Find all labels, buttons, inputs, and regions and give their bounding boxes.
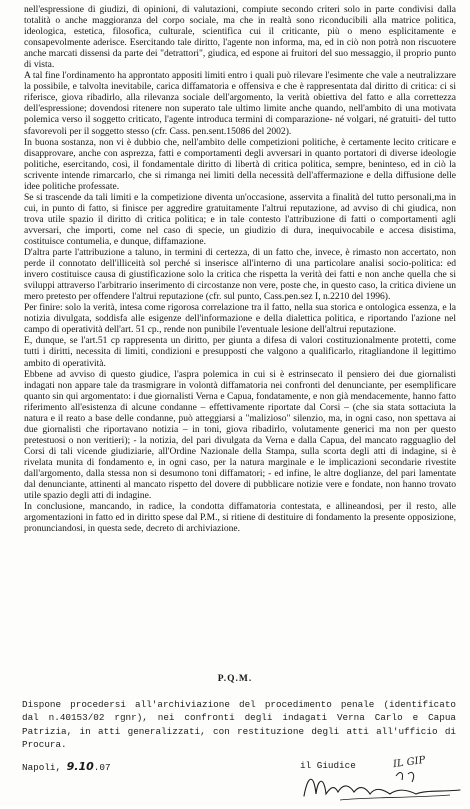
paragraph: E, dunque, se l'art.51 cp rappresenta un diritto, per giunta a difesa di valori costituzionalmente protetti, come tutti i diritti, necessita di limiti, condizioni e presupposti che valgono a qualificarlo, ritagliandone il legittimo ambito di operatività.: [24, 335, 456, 369]
date-line: [22, 760, 111, 773]
paragraph: nell'espressione di giudizi, di opinioni, di valutazioni, compiute secondo criteri solo in parte condivisi dalla totalità o anche maggioranza del corpo sociale, ma che in realtà sono riconducibili alla matrice politica, ideologica, estetica, filosofica, culturale, scientifica cui il criticante, più o meno esplicitamente e consapevolmente aderisce. Esercitando tale diritto, l'agente non informa, ma, ed in ciò non potrà non riscuotere anche marcati dissensi da parte dei "detrattori", giudica, ed espone ai fruitori del suo messaggio, il proprio punto di vista.: [24, 4, 456, 71]
paragraph: In buona sostanza, non vi è dubbio che, nell'ambito delle competizioni politiche, è certamente lecito criticare e disapprovare, anche con asprezza, fatti e comportamenti degli avversari in quanto portatori di diverse ideologie politiche, esercitando, così, il fondamentale diritto di libertà di critica politica, sempre, beninteso, ed in ciò la scrivente intende rimarcarlo, che si rimanga nei limiti della necessità dell'affermazione e della diffusione delle idee politiche professate.: [24, 136, 456, 192]
judge-label: il Giudice: [300, 760, 356, 771]
paragraph: Per finire: solo la verità, intesa come rigorosa correlazione tra il fatto, nella sua storica e ontologica essenza, e la notizia divulgata, soddisfa alle esigenze dell'informazione e della dialettica politica, e riportando l'azione nel campo di operatività dell'art. 51 cp., rende non punibile l'eventuale lesione dell'altrui reputazione.: [24, 302, 456, 336]
document-body: [24, 4, 456, 534]
paragraph: Se si trascende da tali limiti e la competizione diventa un'occasione, asservita a finalità del tutto personali,ma in cui, in punto di fatto, si finisce per aggredire gratuitamente l'altrui reputazione, ad avviso di chi giudica, non trova utile spazio il diritto di critica politica; e in tale contesto l'attribuzione di fatti o comportamenti agli avversari, che importi, come nel caso di specie, un giudizio di dura, inequivocabile e accesa disistima, costituisce contumelia, e dunque, diffamazione.: [24, 191, 456, 247]
date-year: .07: [93, 762, 111, 773]
judge-signature: [300, 764, 468, 804]
signature-scribble: [300, 764, 468, 804]
paragraph: A tal fine l'ordinamento ha approntato appositi limiti entro i quali può rilevare l'esimente che vale a neutralizzare la possibile, e talvolta inevitabile, carica diffamatoria e offensiva e che è rappresentata dal diritto di critica: ci si riferisce, giova ribadirlo, alla rilevanza sociale dell'argomento, la verità obiettiva del fatto e alla correttezza dell'espressione; dovendosi ritenere non superato tale ultimo limite anche quando, nell'ambito di una motivata polemica verso il soggetto criticato, l'agente introduca termini di comparazione- né volgari, né gratuiti- del tutto sfavorevoli per il soggetto stesso (cfr. Cass. pen.sent.15086 del 2002).: [24, 70, 456, 137]
paragraph: D'altra parte l'attribuzione a taluno, in termini di certezza, di un fatto che, invece, è rimasto non accertato, non perde il connotato dell'illiceità sol perché si inserisce all'interno di una particolare analisi socio-politica: ed invero costituisce causa di giustificazione solo la critica che rispetta la verità dei fatti e non anche quella che si sviluppi attraverso l'arbitrario inserimento di circostanze non vere, poste che, in questo caso, la critica diviene un mero pretesto per offendere l'altrui reputazione (cfr. sul punto, Cass.pen.sez I, n.2210 del 1996).: [24, 247, 456, 303]
pqm-heading: P.Q.M.: [217, 674, 253, 684]
place-label: Napoli,: [22, 762, 62, 773]
paragraph: Ebbene ad avviso di questo giudice, l'aspra polemica in cui si è estrinsecato il pensiero dei due giornalisti indagati non appare tale da trasmigrare in volontà diffamatoria nei confronti del denunciante, per esemplificare quanto sin qui argomentato: i due giornalisti Verna e Capua, fondatamente, e non già mendacemente, hanno fatto riferimento all'esistenza di alcune condanne – effettivamente riportate dal Corsi – (che sia stata sottaciuta la natura e il reato a base delle condanne, può atteggiarsi a "malizioso" silenzio, ma, in ogni caso, non spettava ai due giornalisti che riportavano notizia – in toni, giova ribadirlo, volutamente generici ma non per questo pretestuosi o non veritieri); - la notizia, del pari divulgata da Verna e dalla Capua, del mancato ragguaglio del Corsi di tali vicende giudiziarie, all'Ordine Nazionale della Stampa, sulla scorta degli atti di indagine, si è rivelata munita di fondamento e, in ogni caso, per la natura marginale e le implicazioni secondarie rivestite dall'argomento, dalla stessa non si desumono toni diffamatori; - ed infine, le altre doglianze, del pari lamentate dal denunciante, attinenti al mancato rispetto del dovere di pubblicare notizie vere e fondate, non hanno trovato utile spazio degli atti di indagine.: [24, 368, 456, 502]
paragraph: In conclusione, mancando, in radice, la condotta diffamatoria contestata, e allineandosi, per il resto, alle argomentazioni in fatto ed in diritto spese dal P.M., si ritiene di destituire di fondamento la presente opposizione, pronunciandosi, in questa sede, decreto di archiviazione.: [24, 501, 456, 535]
date-day: 9.10: [66, 760, 94, 773]
disposal-text: Dispone procedersi all'archiviazione del procedimento penale (identificato dal n.40153/02 rgnr), nei confronti degli indagati Verna Carlo e Capua Patrizia, in atti generalizzati, con restituzione degli atti all'ufficio di Procura.: [22, 699, 456, 751]
stamp-text: IL GIP: [392, 754, 427, 771]
